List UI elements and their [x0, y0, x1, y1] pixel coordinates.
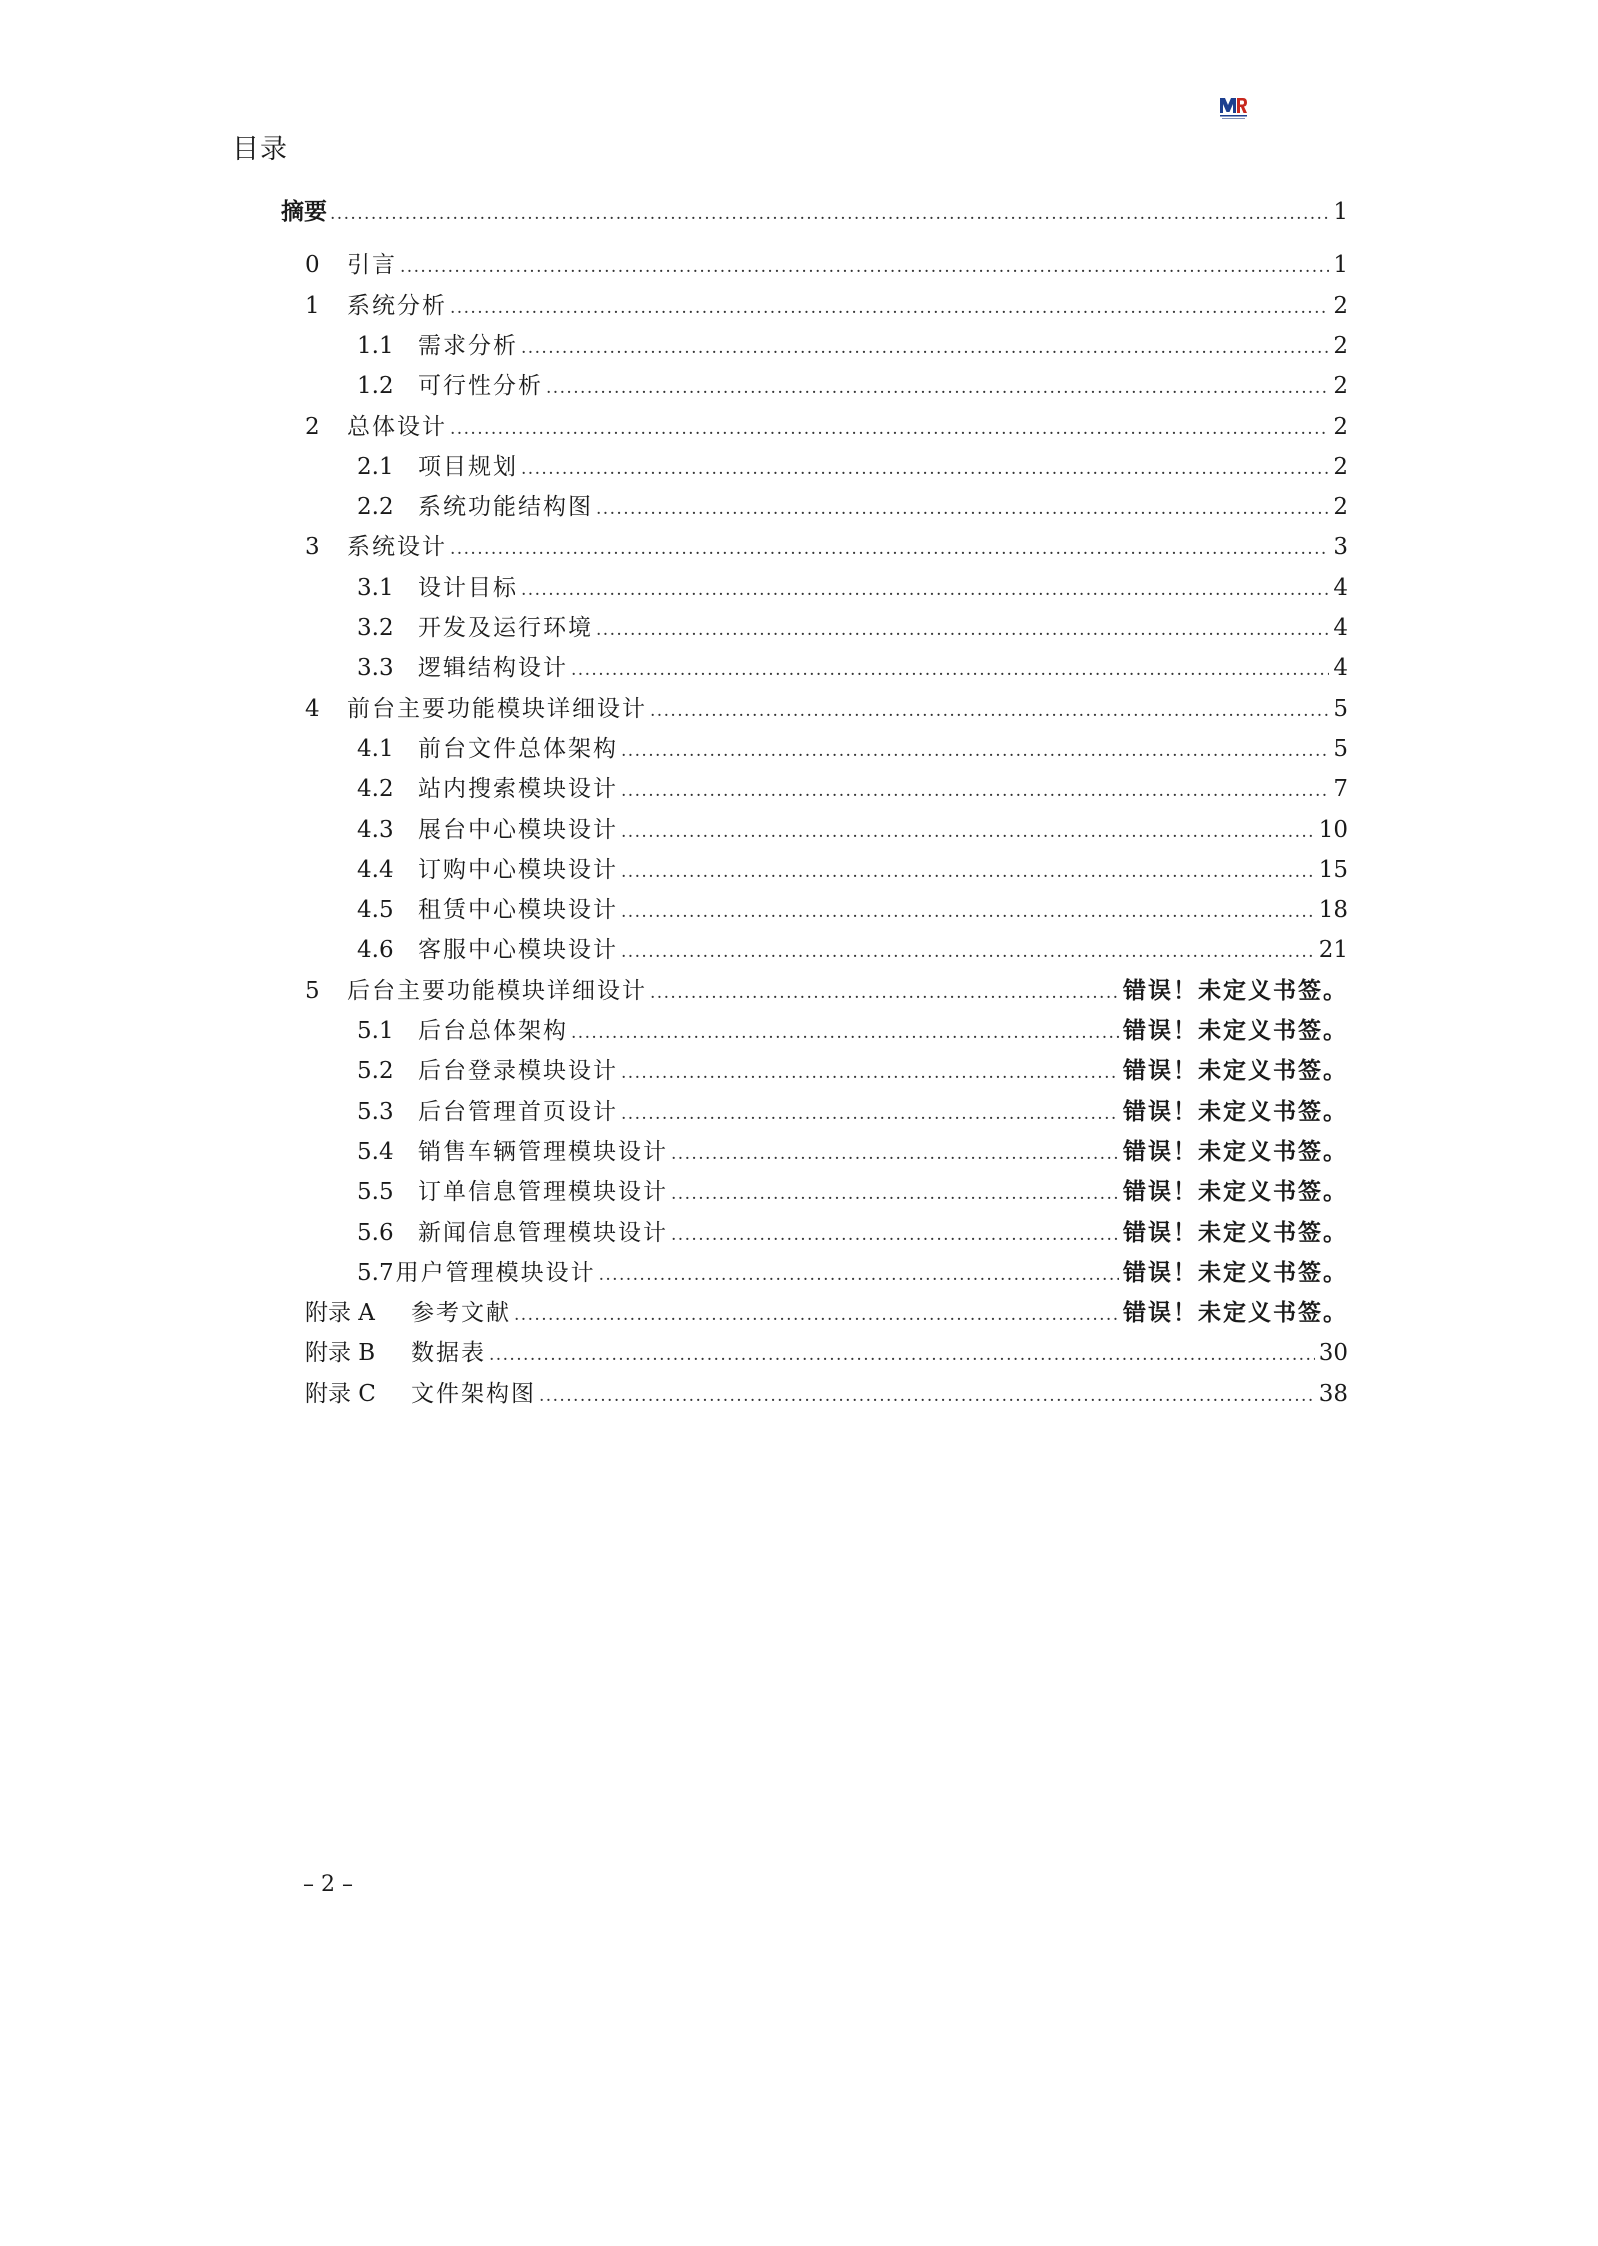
toc-entry[interactable] — [281, 194, 1348, 230]
toc-entry-title: 项目规划 — [418, 453, 518, 480]
toc-entry[interactable] — [357, 932, 1348, 968]
toc-entry-title: 前台主要功能模块详细设计 — [347, 695, 647, 722]
toc-entry-title: 后台登录模块设计 — [418, 1058, 618, 1085]
toc-entry-title: 需求分析 — [418, 332, 518, 359]
toc-dot-leader — [489, 1337, 1315, 1373]
toc-dot-leader — [450, 531, 1329, 567]
toc-entry-page: 15 — [1318, 856, 1348, 883]
toc-entry[interactable] — [357, 1134, 1348, 1170]
toc-entry-title: 系统设计 — [347, 534, 447, 561]
toc-entry[interactable] — [357, 368, 1348, 404]
toc-dot-leader — [621, 1055, 1119, 1091]
page-number: – 2 – — [303, 1872, 353, 1897]
toc-dot-leader — [621, 733, 1329, 769]
toc-entry-page: 30 — [1318, 1340, 1348, 1367]
toc-entry-page: 10 — [1318, 816, 1348, 843]
toc-entry[interactable] — [305, 691, 1348, 727]
toc-entry-number: 0 — [305, 252, 320, 279]
toc-entry-number: 1.1 — [357, 332, 394, 359]
toc-entry-title: 订单信息管理模块设计 — [418, 1179, 668, 1206]
toc-entry-error-ref: 错误！未定义书签。 — [1123, 1017, 1348, 1044]
toc-entry[interactable] — [357, 812, 1348, 848]
toc-entry-number: 4.4 — [357, 856, 394, 883]
toc-entry-page: 2 — [1333, 413, 1348, 440]
toc-entry-error-ref: 错误！未定义书签。 — [1123, 1057, 1348, 1085]
toc-entry-page: 4 — [1333, 655, 1348, 682]
toc-entry-error-ref: 错误！未定义书签。 — [1123, 1097, 1348, 1125]
toc-entry[interactable] — [305, 1295, 1348, 1331]
toc-entry-number: 附录 A — [305, 1300, 375, 1327]
toc-entry[interactable] — [357, 449, 1348, 485]
toc-entry-page: 5 — [1333, 735, 1348, 762]
toc-entry[interactable] — [357, 1094, 1348, 1130]
toc-entry-title: 开发及运行环境 — [418, 615, 593, 641]
toc-heading: 目录 — [232, 134, 288, 165]
toc-dot-leader — [521, 330, 1329, 366]
toc-entry-title: 新闻信息管理模块设计 — [418, 1219, 668, 1246]
toc-entry[interactable] — [357, 852, 1348, 888]
toc-dot-leader — [621, 773, 1329, 809]
toc-entry-page: 18 — [1318, 897, 1348, 924]
toc-entry-number: 2.2 — [357, 494, 394, 521]
toc-entry-number: 3.2 — [357, 615, 394, 641]
toc-entry[interactable] — [357, 1255, 1348, 1291]
toc-entry-number: 5.2 — [357, 1058, 394, 1085]
toc-dot-leader — [571, 1015, 1119, 1051]
toc-entry-number: 附录 C — [305, 1380, 376, 1407]
toc-entry-error-ref: 错误！未定义书签。 — [1123, 1137, 1348, 1165]
toc-entry-title: 总体设计 — [347, 413, 447, 440]
toc-dot-leader — [671, 1217, 1119, 1253]
toc-entry-title: 订购中心模块设计 — [418, 856, 618, 883]
toc-entry-number: 2.1 — [357, 453, 394, 480]
toc-entry[interactable] — [305, 973, 1348, 1009]
toc-entry[interactable] — [357, 570, 1348, 606]
toc-entry-error-ref: 错误！未定义书签。 — [1123, 1258, 1348, 1286]
toc-entry-title: 销售车辆管理模块设计 — [418, 1138, 668, 1165]
toc-entry[interactable] — [357, 731, 1348, 767]
toc-entry-number: 5.7 — [357, 1259, 394, 1286]
toc-entry[interactable] — [357, 892, 1348, 928]
toc-dot-leader — [599, 1257, 1119, 1293]
toc-entry-error-ref: 错误！未定义书签。 — [1123, 976, 1348, 1004]
toc-dot-leader — [671, 1176, 1119, 1212]
toc-entry-number: 4.5 — [357, 897, 394, 924]
toc-entry-page: 2 — [1333, 332, 1348, 359]
toc-entry-number: 4.2 — [357, 776, 394, 803]
toc-entry-page: 3 — [1333, 534, 1348, 561]
toc-entry-number: 3 — [305, 534, 320, 561]
toc-entry-page: 2 — [1333, 373, 1348, 400]
toc-dot-leader — [539, 1378, 1315, 1414]
toc-entry-number: 4.6 — [357, 937, 394, 964]
toc-dot-leader — [521, 451, 1329, 487]
toc-entry-number: 3.3 — [357, 655, 394, 682]
toc-entry-title: 系统功能结构图 — [418, 494, 593, 521]
toc-dot-leader — [671, 1136, 1119, 1172]
toc-entry-number: 5 — [305, 977, 320, 1004]
toc-entry-page: 1 — [1333, 252, 1348, 279]
toc-dot-leader — [621, 894, 1315, 930]
toc-entry-number: 5.3 — [357, 1098, 394, 1125]
toc-entry-page: 38 — [1318, 1380, 1348, 1407]
toc-entry[interactable] — [357, 489, 1348, 525]
toc-entry-number: 4.1 — [357, 735, 394, 762]
toc-entry-title: 后台管理首页设计 — [418, 1098, 618, 1125]
toc-entry-number: 5.5 — [357, 1179, 394, 1206]
toc-entry[interactable] — [357, 1053, 1348, 1089]
toc-entry-page: 2 — [1333, 292, 1348, 319]
toc-entry-number: 5.6 — [357, 1219, 394, 1246]
toc-entry-title: 摘要 — [281, 198, 327, 225]
toc-entry-number: 5.1 — [357, 1018, 394, 1044]
toc-entry[interactable] — [305, 288, 1348, 324]
toc-entry-page: 7 — [1333, 776, 1348, 803]
toc-entry-title: 引言 — [347, 252, 397, 279]
toc-dot-leader — [621, 1096, 1119, 1132]
toc-entry[interactable] — [357, 1013, 1348, 1049]
toc-entry-title: 后台主要功能模块详细设计 — [347, 977, 647, 1004]
toc-dot-leader — [400, 249, 1329, 285]
toc-entry-error-ref: 错误！未定义书签。 — [1123, 1299, 1348, 1327]
toc-entry-number: 4.3 — [357, 816, 394, 843]
toc-entry-error-ref: 错误！未定义书签。 — [1123, 1178, 1348, 1206]
toc-entry-title: 设计目标 — [418, 574, 518, 601]
toc-entry[interactable] — [305, 247, 1348, 283]
toc-entry-title: 可行性分析 — [418, 373, 543, 400]
toc-entry[interactable] — [305, 529, 1348, 565]
toc-entry[interactable] — [357, 1215, 1348, 1251]
toc-entry-number: 4 — [305, 695, 320, 722]
toc-entry-page: 4 — [1333, 574, 1348, 601]
toc-entry[interactable] — [357, 771, 1348, 807]
toc-dot-leader — [650, 693, 1329, 729]
toc-dot-leader — [650, 975, 1119, 1011]
toc-entry-page: 2 — [1333, 453, 1348, 480]
toc-entry-page: 4 — [1333, 615, 1348, 641]
toc-dot-leader — [450, 411, 1329, 447]
toc-dot-leader — [546, 370, 1329, 406]
toc-entry-number: 1 — [305, 292, 320, 319]
toc-entry-title: 展台中心模块设计 — [418, 816, 618, 843]
toc-dot-leader — [596, 612, 1329, 648]
toc-entry-title: 用户管理模块设计 — [395, 1259, 596, 1286]
toc-entry-title: 参考文献 — [411, 1300, 511, 1327]
toc-entry-number: 1.2 — [357, 373, 394, 400]
toc-entry-title: 后台总体架构 — [418, 1018, 568, 1044]
toc-entry-title: 站内搜索模块设计 — [418, 776, 618, 803]
toc-entry[interactable] — [305, 1376, 1348, 1412]
toc-entry-title: 前台文件总体架构 — [418, 735, 618, 762]
toc-entry[interactable] — [357, 328, 1348, 364]
toc-entry-number: 附录 B — [305, 1340, 376, 1367]
toc-dot-leader — [596, 491, 1329, 527]
toc-dot-leader — [521, 572, 1329, 608]
toc-entry-number: 2 — [305, 413, 320, 440]
toc-entry-page: 1 — [1333, 199, 1348, 225]
toc-entry-title: 逻辑结构设计 — [418, 655, 568, 682]
toc-dot-leader — [571, 652, 1329, 688]
toc-entry-title: 文件架构图 — [411, 1380, 536, 1407]
toc-entry-title: 数据表 — [411, 1340, 486, 1367]
toc-entry[interactable] — [357, 610, 1348, 646]
toc-entry-page: 5 — [1333, 695, 1348, 722]
toc-dot-leader — [621, 854, 1315, 890]
toc-entry-title: 客服中心模块设计 — [418, 937, 618, 964]
toc-entry-number: 5.4 — [357, 1138, 394, 1165]
toc-entry[interactable] — [357, 650, 1348, 686]
toc-entry-number: 3.1 — [357, 574, 394, 601]
toc-dot-leader — [330, 196, 1329, 232]
toc-dot-leader — [621, 934, 1315, 970]
toc-entry-page: 2 — [1333, 494, 1348, 521]
toc-dot-leader — [450, 290, 1329, 326]
toc-entry-error-ref: 错误！未定义书签。 — [1123, 1218, 1348, 1246]
toc-entry-title: 租赁中心模块设计 — [418, 897, 618, 924]
toc-entry[interactable] — [305, 409, 1348, 445]
toc-dot-leader — [514, 1297, 1119, 1333]
publisher-logo-icon — [1218, 95, 1248, 121]
toc-entry[interactable] — [305, 1335, 1348, 1371]
toc-entry[interactable] — [357, 1174, 1348, 1210]
toc-entry-title: 系统分析 — [347, 292, 447, 319]
toc-entry-page: 21 — [1318, 937, 1348, 964]
toc-dot-leader — [621, 814, 1315, 850]
